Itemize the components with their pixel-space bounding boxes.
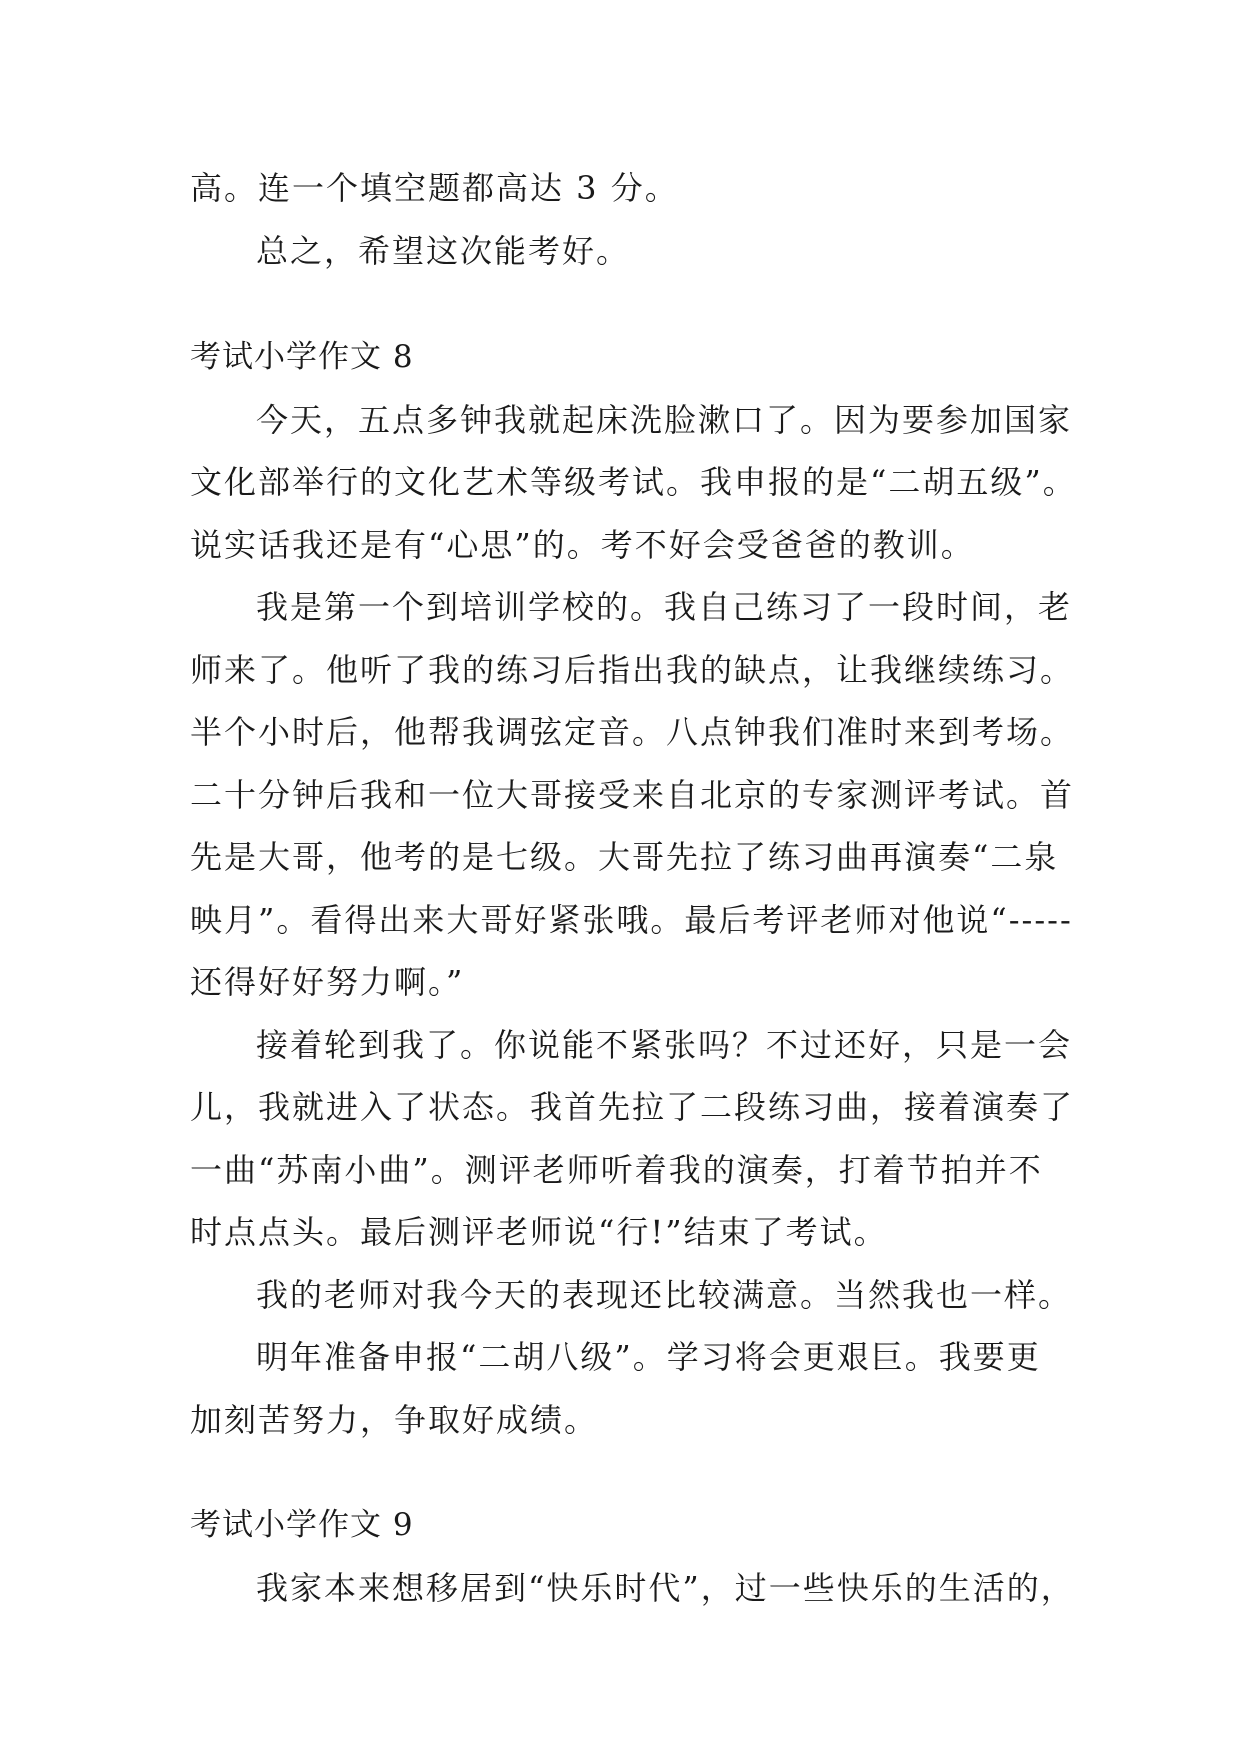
paragraph-line: 我的老师对我今天的表现还比较满意。当然我也一样。 — [256, 1276, 1073, 1314]
paragraph-line: 先是大哥，他考的是七级。大哥先拉了练习曲再演奏“二泉 — [190, 838, 1059, 876]
paragraph-line: 总之，希望这次能考好。 — [256, 232, 631, 270]
paragraph-line: 儿，我就进入了状态。我首先拉了二段练习曲，接着演奏了 — [190, 1088, 1075, 1126]
paragraph-line: 说实话我还是有“心思”的。考不好会受爸爸的教训。 — [190, 526, 975, 564]
section-title: 考试小学作文 9 — [190, 1507, 414, 1543]
paragraph-line: 明年准备申报“二胡八级”。学习将会更艰巨。我要更 — [256, 1338, 1041, 1376]
paragraph-line: 高。连一个填空题都高达 3 分。 — [190, 169, 679, 207]
paragraph-line: 我家本来想移居到“快乐时代”，过一些快乐的生活的， — [256, 1569, 1075, 1607]
paragraph-line: 映月”。看得出来大哥好紧张哦。最后考评老师对他说“----- — [190, 901, 1073, 939]
paragraph-line: 时点点头。最后测评老师说“行!”结束了考试。 — [190, 1213, 888, 1251]
paragraph-line: 二十分钟后我和一位大哥接受来自北京的专家测评考试。首 — [190, 776, 1075, 814]
section-title: 考试小学作文 8 — [190, 339, 414, 375]
paragraph-line: 加刻苦努力，争取好成绩。 — [190, 1401, 599, 1439]
paragraph-line: 文化部举行的文化艺术等级考试。我申报的是“二胡五级”。 — [190, 463, 1077, 501]
paragraph-line: 半个小时后，他帮我调弦定音。八点钟我们准时来到考场。 — [190, 713, 1075, 751]
paragraph-line: 一曲“苏南小曲”。测评老师听着我的演奏，打着节拍并不 — [190, 1151, 1043, 1189]
paragraph-line: 我是第一个到培训学校的。我自己练习了一段时间，老 — [256, 588, 1073, 626]
paragraph-line: 师来了。他听了我的练习后指出我的缺点，让我继续练习。 — [190, 651, 1075, 689]
paragraph-line: 还得好好努力啊。” — [190, 963, 465, 1001]
paragraph-line: 接着轮到我了。你说能不紧张吗？不过还好，只是一会 — [256, 1026, 1073, 1064]
paragraph-line: 今天，五点多钟我就起床洗脸漱口了。因为要参加国家 — [256, 401, 1073, 439]
